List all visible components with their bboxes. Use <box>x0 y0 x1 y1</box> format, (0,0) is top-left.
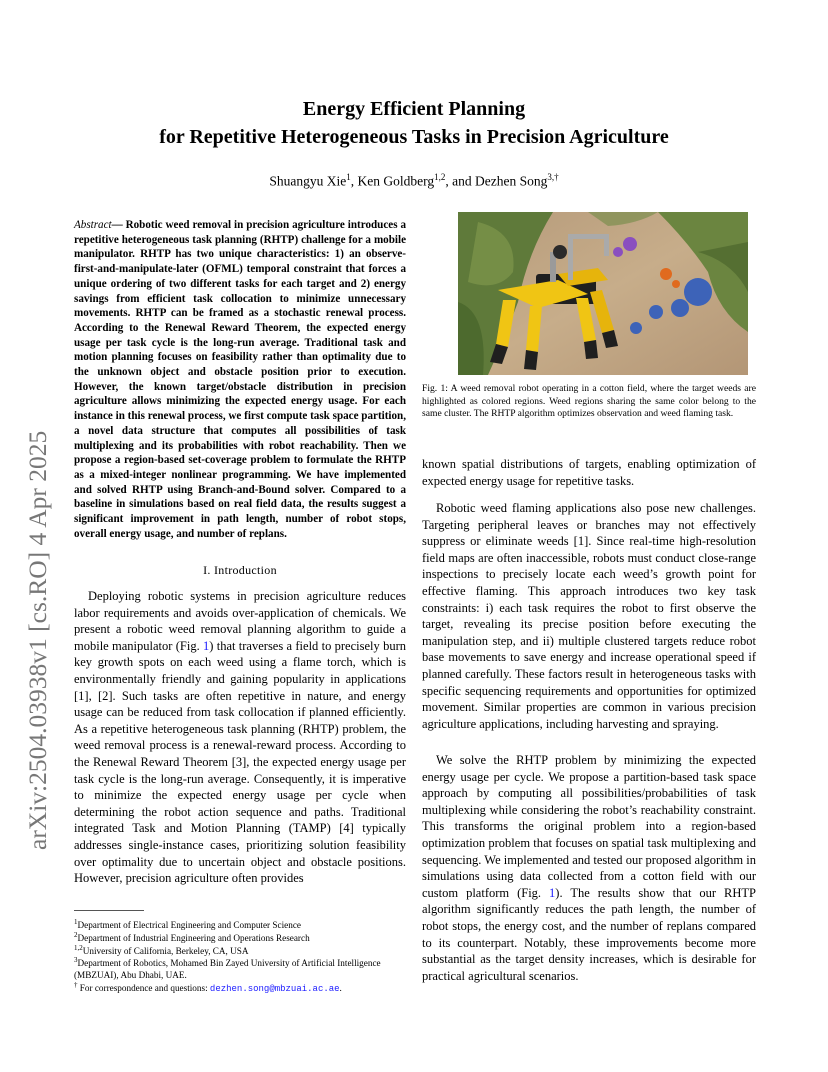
footnote-text: Department of Robotics, Mohamed Bin Zayed University of Artificial Intelligence (MBZUAI), Abu Dhabi, UAE. <box>74 958 381 980</box>
intro-paragraph <box>74 588 406 887</box>
author-name: Ken Goldberg <box>357 173 435 189</box>
author-affiliation-mark: 1 <box>346 172 351 182</box>
author-name: Shuangyu Xie <box>269 173 347 189</box>
abstract-label: Abstract <box>74 219 112 231</box>
footnote-mark: 2 <box>74 931 78 939</box>
intro-text: Deploying robotic systems in precision agriculture reduces labor requirements and avoids over-application of chemicals. We present a robotic weed removal planning algorithm to guide a mobile manipulator (Fig. <box>74 589 406 653</box>
footnote-text: Department of Industrial Engineering and Operations Research <box>77 933 310 944</box>
correspondence-email-link[interactable]: dezhen.song@mbzuai.ac.ae <box>209 984 340 995</box>
figure-reference-link[interactable]: 1 <box>203 638 210 653</box>
figure-robot-photo <box>458 212 748 375</box>
approach-text: We solve the RHTP problem by minimizing the expected energy usage per cycle. We propose a partition-based task space approach by computing all possibilities/probabilities of task multiplexing while considering the robot’s reachability constraint. This transforms the original problem into a region-based optimization problem that focuses on spatial task multiplexing and sequencing. We implemented and tested our proposed algorithm in simulations using data collected from a cotton field with our custom platform (Fig. <box>422 753 756 900</box>
footnote-divider <box>74 910 144 911</box>
approach-text: ). The results show that our RHTP algorithm significantly reduces the path length, the number of robot stops, the energy cost, and the number of replans compared to its counterpart. Notably, these improvements become more substantial as the target density increases, which is desirable for practical agricultural scenarios. <box>422 885 756 983</box>
paragraph-challenges: Robotic weed flaming applications also pose new challenges. Targeting peripheral leaves or branches may not effectively suppress or eliminate weeds [1]. Since real-time high-resolution field maps are often inaccessible, robots must conduct close-range inspections to precisely locate each weed’s growth point for effective flaming. This approach introduces two key task constraints: i) each task requires the robot to first observe the target, revealing its precise position before executing the manipulation step, and ii) multiple clustered targets reduce robot base movements to save energy and increase operational speed if planned carefully. These factors result in heterogeneous tasks with specific sequencing requirements and opportunities for optimized movement. Similar properties are common in various precision agriculture applications, including harvesting and spraying. <box>422 501 756 731</box>
abstract-text: — Robotic weed removal in precision agriculture introduces a repetitive heterogeneous task planning (RHTP) challenge for a mobile manipulator. RHTP has two unique characteristics: 1) an observe-first-and-manipulate-later (OFML) temporal constraint that forces a unique ordering of two different tasks for each target and 2) energy savings from efficient task collocation to minimize unnecessary movements. RHTP can be framed as a stochastic renewal process. According to the Renewal Reward Theorem, the expected energy usage per task cycle is the long-run average. Traditional task and motion planning focuses on feasibility rather than optimality due to the unknown object and obstacle position prior to execution. However, the known target/obstacle distribution in precision agriculture allows minimizing the expected energy usage. For each instance in this renewal process, we first compute task space partition, a novel data structure that computes all possibilities of task multiplexing and its probabilities with robot reachability. Then we propose a region-based set-coverage problem to formulate the RHTP as a mixed-integer nonlinear programming. We have implemented and solved RHTP using Branch-and-Bound solver. Compared to a baseline in simulations based on real field data, the results suggest a significant improvement in path length, number of robot stops, overall energy usage, and number of replans. <box>74 219 406 540</box>
abstract <box>74 218 406 541</box>
figure-caption: Fig. 1: A weed removal robot operating in a cotton field, where the target weeds are highlighted as colored regions. Weed regions sharing the same color belong to the same cluster. The RHTP algorithm optimizes observation and weed flaming task. <box>422 383 756 419</box>
author-affiliation-mark: 3,† <box>547 172 559 182</box>
section-heading-introduction: I. Introduction <box>203 563 277 577</box>
footnote-text: Department of Electrical Engineering and Computer Science <box>77 920 301 931</box>
paragraph-continuation: known spatial distributions of targets, enabling optimization of expected energy usage for repetitive tasks. <box>422 457 756 488</box>
paragraph-approach <box>422 752 756 984</box>
author-conjunction: and <box>452 173 472 189</box>
figure-reference-link[interactable]: 1 <box>549 885 556 900</box>
footnote-mark: 1 <box>74 918 78 926</box>
footnote-text: For correspondence and questions: <box>79 983 208 994</box>
footnote-mark: † <box>74 981 78 989</box>
footnote-mark: 3 <box>74 956 78 964</box>
author-name: Dezhen Song <box>475 173 548 189</box>
author-affiliation-mark: 1,2 <box>434 172 446 182</box>
footnote-text: . <box>339 983 342 994</box>
intro-text: ) that traverses a field to precisely burn key growth spots on each weed using a flame torch, which is environmentally friendly and gaining popularity in applications [1], [2]. Such tasks are often repetitive in nature, and energy usage can be reduced from task collocation if planned efficiently. As a repetitive heterogeneous task planning (RHTP) problem, the weed removal process is a renewal-reward process. According to the Renewal Reward Theorem [3], the expected energy usage per task cycle is the long-run average. Consequently, it is imperative to minimize the expected energy usage per cycle when determining the robot action sequence and paths. Traditional integrated Task and Motion Planning (TAMP) [4] typically addresses single-instance cases, prioritizing solution feasibility over optimality due to uncertain object and obstacle positions. However, precision agriculture often provides <box>74 638 406 886</box>
arxiv-identifier-stamp: arXiv:2504.03938v1 [cs.RO] 4 Apr 2025 <box>23 430 52 850</box>
footnote-5 <box>74 980 409 996</box>
paper-title-line-2: for Repetitive Heterogeneous Tasks in Precision Agriculture <box>159 126 669 148</box>
footnote-text: University of California, Berkeley, CA, USA <box>82 946 249 957</box>
paper-title-line-1: Energy Efficient Planning <box>302 98 526 120</box>
author-list: Shuangyu Xie$^1$, Ken Goldberg$^{1,2}$, and Dezhen Song$^{3,\dagger}$ <box>269 172 559 189</box>
footnote-4 <box>74 955 409 981</box>
footnote-mark: 1,2 <box>74 944 83 952</box>
